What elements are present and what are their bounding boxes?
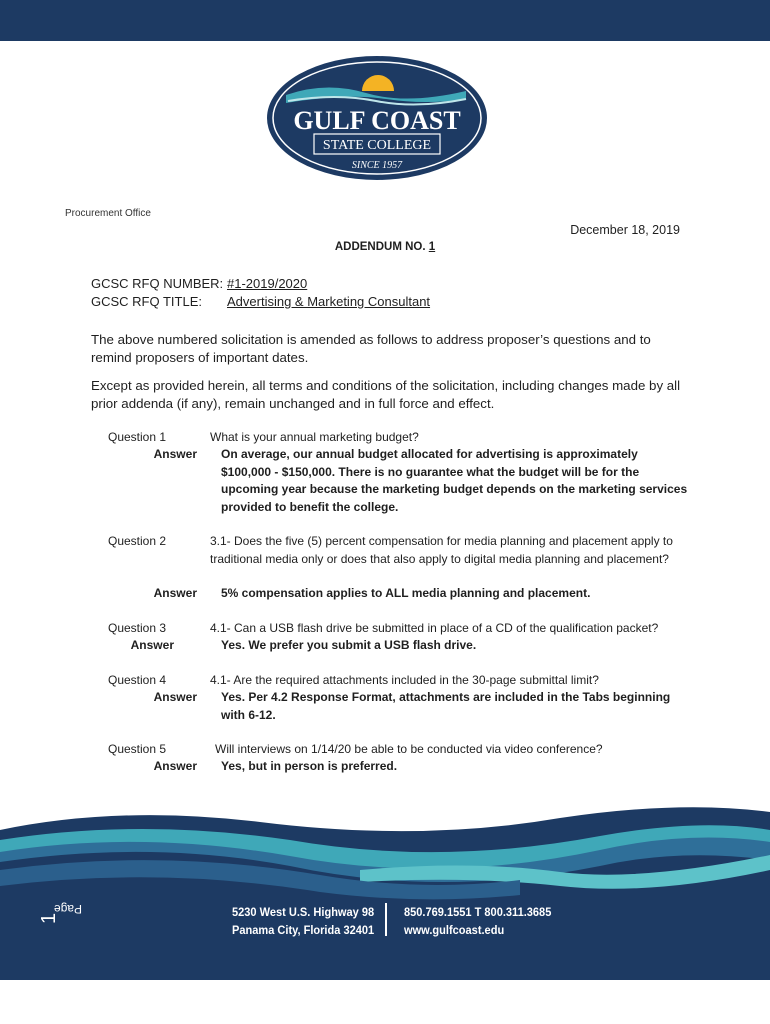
question-label: Question 1 bbox=[108, 430, 167, 444]
address-line-2: Panama City, Florida 32401 bbox=[232, 923, 375, 937]
footer-divider bbox=[385, 903, 387, 936]
addendum-number: 1 bbox=[428, 241, 436, 253]
answer-label: Answer bbox=[153, 690, 197, 704]
page-word: Page bbox=[53, 902, 82, 916]
terms-paragraph: Except as provided herein, all terms and conditions of the solicitation, including changes made by all prior addenda (if any), remain unchanged and in full force and effect. bbox=[91, 378, 681, 411]
document-date: December 18, 2019 bbox=[570, 223, 680, 237]
answer-text: Yes, but in person is preferred. bbox=[221, 759, 398, 773]
question-label: Question 3 bbox=[108, 621, 167, 635]
address-line-1: 5230 West U.S. Highway 98 bbox=[232, 905, 375, 919]
question-text: What is your annual marketing budget? bbox=[210, 430, 419, 444]
college-logo bbox=[266, 55, 488, 181]
top-banner bbox=[0, 0, 770, 41]
question-text: 4.1- Are the required attachments included in the 30-page submittal limit? bbox=[210, 673, 599, 687]
logo-name: GULF COAST bbox=[293, 106, 461, 135]
website-link[interactable]: www.gulfcoast.edu bbox=[404, 923, 505, 937]
page-num: 1 bbox=[38, 912, 60, 924]
intro-paragraph: The above numbered solicitation is amended as follows to address proposer’s questions and to remind proposers of important dates. bbox=[91, 332, 651, 365]
footer-waves bbox=[0, 800, 770, 980]
question-text: Will interviews on 1/14/20 be able to be conducted via video conference? bbox=[215, 742, 603, 756]
rfq-number: #1-2019/2020 bbox=[227, 276, 308, 291]
question-label: Question 5 bbox=[108, 742, 167, 756]
rfq-title: Advertising & Marketing Consultant bbox=[227, 294, 431, 309]
rfq-number-row bbox=[91, 276, 307, 291]
answer-text: 5% compensation applies to ALL media planning and placement. bbox=[221, 586, 591, 600]
rfq-title-row bbox=[91, 294, 430, 309]
addendum-label: ADDENDUM NO. bbox=[334, 241, 426, 253]
footer-address bbox=[232, 903, 374, 939]
logo-since: SINCE 1957 bbox=[351, 160, 403, 171]
office-label: Procurement Office bbox=[65, 208, 151, 219]
addendum-heading bbox=[0, 241, 770, 253]
answer-label: Answer bbox=[153, 586, 197, 600]
question-label: Question 4 bbox=[108, 673, 167, 687]
rfq-number-label: GCSC RFQ NUMBER: bbox=[91, 276, 224, 291]
question-label: Question 2 bbox=[108, 534, 167, 548]
answer-label: Answer bbox=[153, 759, 197, 773]
answer-text: Yes. We prefer you submit a USB flash drive. bbox=[221, 638, 477, 652]
answer-label: Answer bbox=[130, 638, 174, 652]
phone-numbers: 850.769.1551 T 800.311.3685 bbox=[404, 905, 552, 919]
question-text: 3.1- Does the five (5) percent compensation for media planning and placement apply to traditional media only or does that also apply to digital media planning and placement? bbox=[210, 534, 673, 566]
question-text: 4.1- Can a USB flash drive be submitted in place of a CD of the qualification packet? bbox=[210, 621, 659, 635]
answer-label: Answer bbox=[153, 447, 197, 461]
answer-text: On average, our annual budget allocated for advertising is approximately $100,000 - $150,000. There is no guarantee what the budget will be for the upcoming year because the marketing budget depends on the marketing services provided to benefit the college. bbox=[221, 447, 688, 514]
logo-sub: STATE COLLEGE bbox=[322, 138, 432, 153]
page-number bbox=[30, 880, 82, 930]
answer-text: Yes. Per 4.2 Response Format, attachments are included in the Tabs beginning with 6-12. bbox=[221, 690, 671, 722]
footer-contact bbox=[404, 903, 551, 939]
rfq-title-label: GCSC RFQ TITLE: bbox=[91, 294, 202, 309]
